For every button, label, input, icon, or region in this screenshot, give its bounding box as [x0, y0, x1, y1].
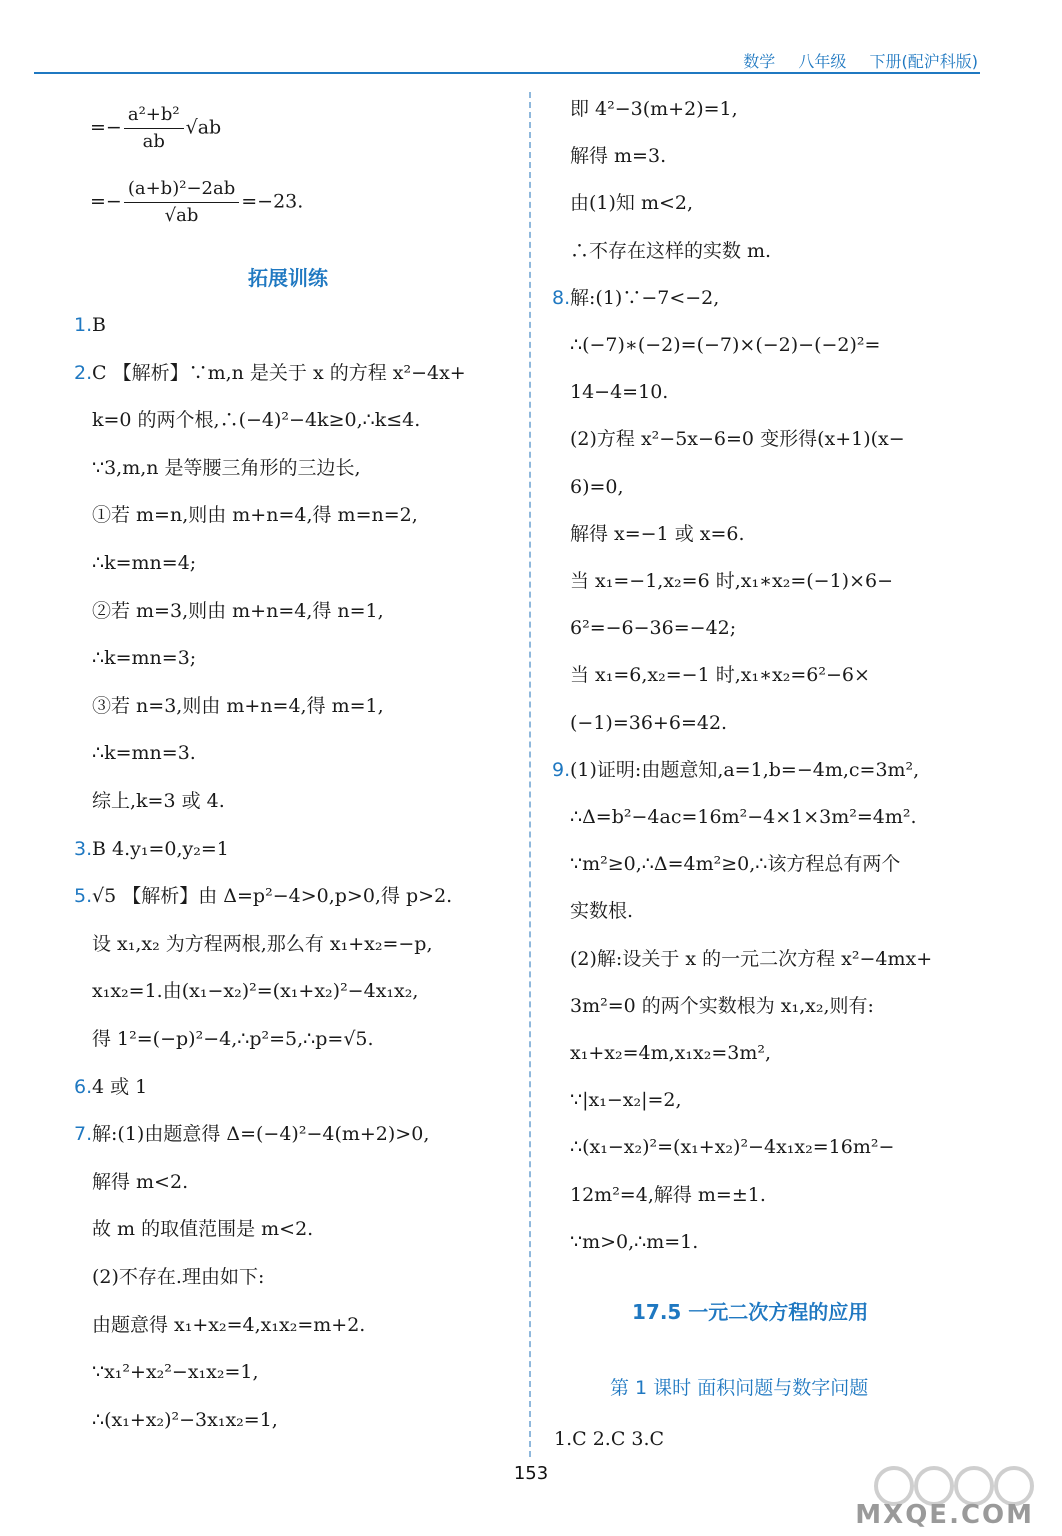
answer-line: 6)=0,: [570, 475, 624, 498]
answer-line: ∵3,m,n 是等腰三角形的三边长,: [92, 456, 361, 479]
answer-line: ∵m>0,∴m=1.: [570, 1230, 699, 1253]
answer-line: 解得 x=−1 或 x=6.: [570, 522, 745, 545]
answer-line: 12m²=4,解得 m=±1.: [570, 1183, 766, 1206]
answer-line: B: [92, 314, 106, 336]
item-number: 1.: [74, 314, 93, 336]
answer-line: ∵x₁²+x₂²−x₁x₂=1,: [92, 1361, 259, 1384]
answer-line: ∴(−7)∗(−2)=(−7)×(−2)−(−2)²=: [570, 334, 881, 356]
lesson-title: 第 1 课时 面积问题与数字问题: [610, 1377, 869, 1399]
answer-line: 解:(1)由题意得 Δ=(−4)²−4(m+2)>0,: [92, 1123, 430, 1146]
answer-line: 解得 m<2.: [92, 1170, 189, 1193]
answer-line: (1)证明:由题意知,a=1,b=−4m,c=3m²,: [570, 758, 920, 781]
item-number: 7.: [74, 1123, 93, 1146]
answer-line: C 【解析】∵m,n 是关于 x 的方程 x²−4x+: [92, 361, 466, 384]
answer-line: 由(1)知 m<2,: [570, 192, 694, 215]
item-number: 9.: [552, 758, 571, 781]
answer-line: 即 4²−3(m+2)=1,: [570, 98, 738, 120]
answer-line: ∴k=mn=4;: [92, 552, 197, 574]
answer-line: x₁x₂=1.由(x₁−x₂)²=(x₁+x₂)²−4x₁x₂,: [92, 980, 419, 1003]
answer-line: 14−4=10.: [570, 381, 669, 404]
answer-line: ∵|x₁−x₂|=2,: [570, 1089, 682, 1112]
watermark-text: MXQE.COM: [855, 1500, 1034, 1530]
page-number: 153: [513, 1463, 549, 1484]
header-rule: [34, 72, 980, 74]
answer-line: ∴(x₁−x₂)²=(x₁+x₂)²−4x₁x₂=16m²−: [570, 1136, 895, 1159]
section-title-extension: 拓展训练: [248, 266, 328, 290]
answer-line: √5 【解析】由 Δ=p²−4>0,p>0,得 p>2.: [92, 885, 453, 908]
header-grade: 八年级: [798, 52, 847, 71]
header-subject: 数学: [743, 52, 776, 71]
page-header: [725, 49, 978, 72]
answer-line: k=0 的两个根,∴(−4)²−4k≥0,∴k≤4.: [92, 409, 421, 432]
item-number: 8.: [552, 286, 571, 309]
answer-line: ②若 m=3,则由 m+n=4,得 n=1,: [92, 599, 384, 622]
section-title-17-5: 17.5 一元二次方程的应用: [632, 1300, 869, 1324]
answer-line: (2)不存在.理由如下:: [92, 1266, 265, 1288]
item-number: 6.: [74, 1075, 93, 1098]
answer-line: 当 x₁=6,x₂=−1 时,x₁∗x₂=6²−6×: [570, 664, 870, 687]
answer-line: 故 m 的取值范围是 m<2.: [92, 1218, 314, 1241]
answer-line: 6²=−6−36=−42;: [570, 617, 737, 640]
answer-line: (2)解:设关于 x 的一元二次方程 x²−4mx+: [570, 947, 933, 970]
answer-line: 解得 m=3.: [570, 145, 667, 168]
item-number: 5.: [74, 885, 93, 908]
item-number: 2.: [74, 361, 93, 384]
answer-line: ③若 n=3,则由 m+n=4,得 m=1,: [92, 694, 384, 717]
formula-1: =− $\frac{\text{a²+b²}}{ab}$ √ab: [90, 104, 222, 152]
answer-line: ∵m²≥0,∴Δ=4m²≥0,∴该方程总有两个: [570, 853, 901, 876]
answer-line: (2)方程 x²−5x−6=0 变形得(x+1)(x−: [570, 428, 905, 451]
answer-line: B 4.y₁=0,y₂=1: [92, 837, 229, 860]
answer-line: 4 或 1: [92, 1075, 148, 1098]
item-number: 3.: [74, 837, 93, 860]
column-divider: [529, 92, 531, 1457]
answer-line: 当 x₁=−1,x₂=6 时,x₁∗x₂=(−1)×6−: [570, 570, 894, 592]
answer-line: ∴k=mn=3.: [92, 742, 196, 765]
answer-line: ∴不存在这样的实数 m.: [570, 239, 772, 262]
answer-line: 综上,k=3 或 4.: [92, 790, 225, 812]
answer-line: 3m²=0 的两个实数根为 x₁,x₂,则有:: [570, 994, 874, 1017]
answer-line: ∴(x₁+x₂)²−3x₁x₂=1,: [92, 1408, 278, 1431]
answer-line: ∴Δ=b²−4ac=16m²−4×1×3m²=4m².: [570, 806, 917, 828]
answer-line-last: 1.C 2.C 3.C: [554, 1428, 665, 1450]
answer-line: 设 x₁,x₂ 为方程两根,那么有 x₁+x₂=−p,: [92, 932, 433, 955]
answer-line: x₁+x₂=4m,x₁x₂=3m²,: [570, 1042, 771, 1064]
answer-line: ①若 m=n,则由 m+n=4,得 m=n=2,: [92, 504, 418, 527]
answer-line: 由题意得 x₁+x₂=4,x₁x₂=m+2.: [92, 1313, 366, 1336]
answer-line: 得 1²=(−p)²−4,∴p²=5,∴p=√5.: [92, 1028, 374, 1050]
answer-line: 解:(1)∵−7<−2,: [570, 286, 720, 309]
header-volume: 下册(配沪科版): [869, 52, 978, 71]
formula-2: =− $\frac{\text{(a+b)²−2ab}}{√ab}$ =−23.: [90, 178, 304, 226]
answer-line: ∴k=mn=3;: [92, 647, 197, 670]
answer-line: 实数根.: [570, 900, 634, 923]
answer-line: (−1)=36+6=42.: [570, 711, 728, 734]
